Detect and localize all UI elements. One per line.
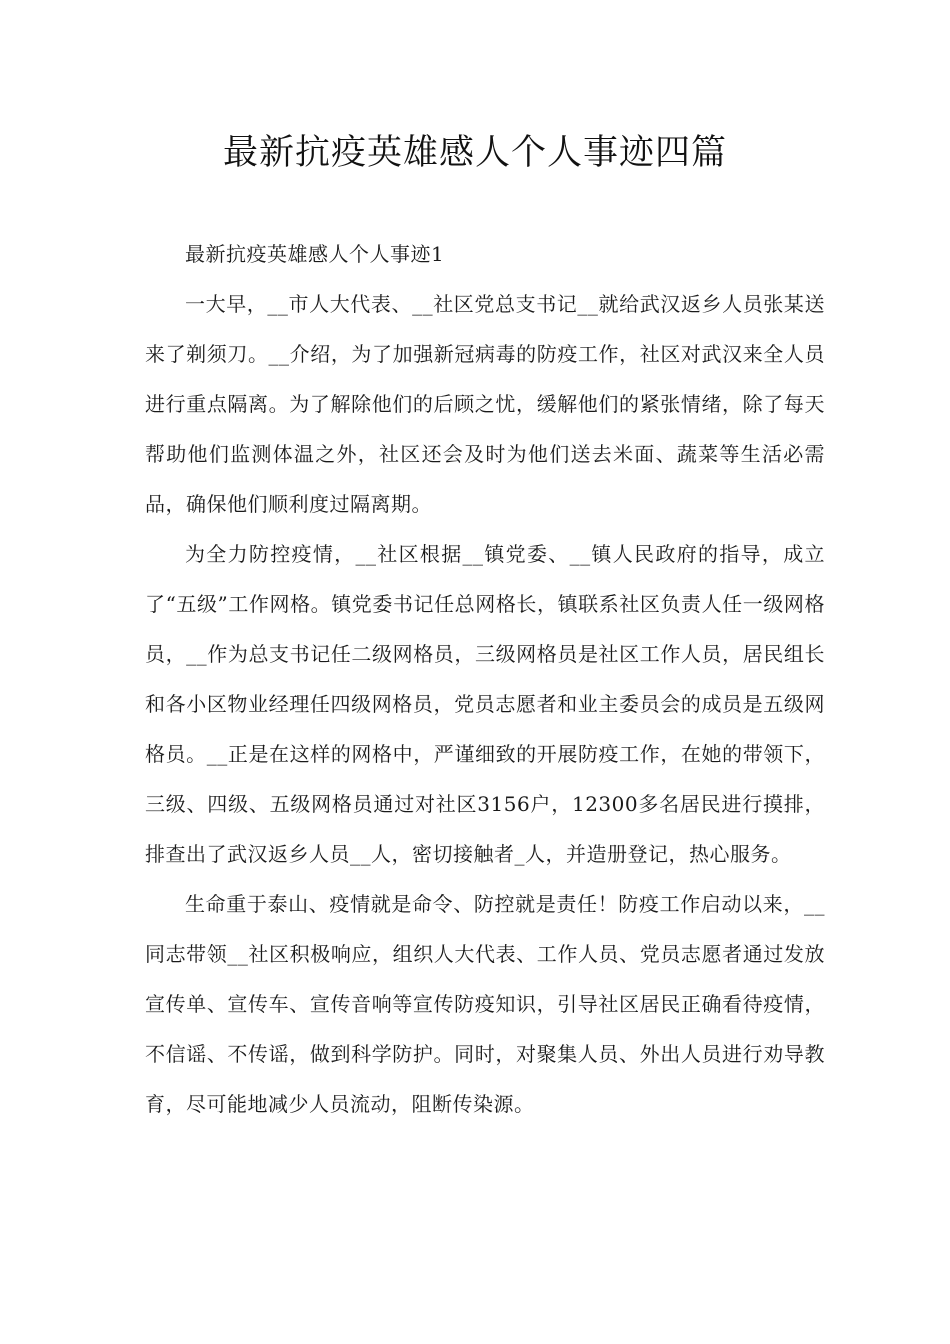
document-title: 最新抗疫英雄感人个人事迹四篇 <box>222 133 727 173</box>
section-heading: 最新抗疫英雄感人个人事迹1 <box>185 242 445 266</box>
document-body <box>145 229 825 1129</box>
paragraph: 为全力防控疫情，__社区根据__镇党委、__镇人民政府的指导，成立了“五级”工作网格。镇党委书记任总网格长，镇联系社区负责人任一级网格员，__作为总支书记任二级网格员，三级网格员是社区工作人员，居民组长和各小区物业经理任四级网格员，党员志愿者和业主委员会的成员是五级网格员。__正是在这样的网格中，严谨细致的开展防疫工作，在她的带领下，三级、四级、五级网格员通过对社区3156户，12300多名居民进行摸排，排查出了武汉返乡人员__人，密切接触者_人，并造册登记，热心服务。 <box>145 542 825 866</box>
paragraph: 一大早，__市人大代表、__社区党总支书记__就给武汉返乡人员张某送来了剃须刀。__介绍，为了加强新冠病毒的防疫工作，社区对武汉来全人员进行重点隔离。为了解除他们的后顾之忧，缓解他们的紧张情绪，除了每天帮助他们监测体温之外，社区还会及时为他们送去米面、蔬菜等生活必需品，确保他们顺利度过隔离期。 <box>145 292 825 516</box>
paragraph: 生命重于泰山、疫情就是命令、防控就是责任！防疫工作启动以来，__同志带领__社区积极响应，组织人大代表、工作人员、党员志愿者通过发放宣传单、宣传车、宣传音响等宣传防疫知识，引导社区居民正确看待疫情，不信谣、不传谣，做到科学防护。同时，对聚集人员、外出人员进行劝导教育，尽可能地减少人员流动，阻断传染源。 <box>145 892 825 1116</box>
